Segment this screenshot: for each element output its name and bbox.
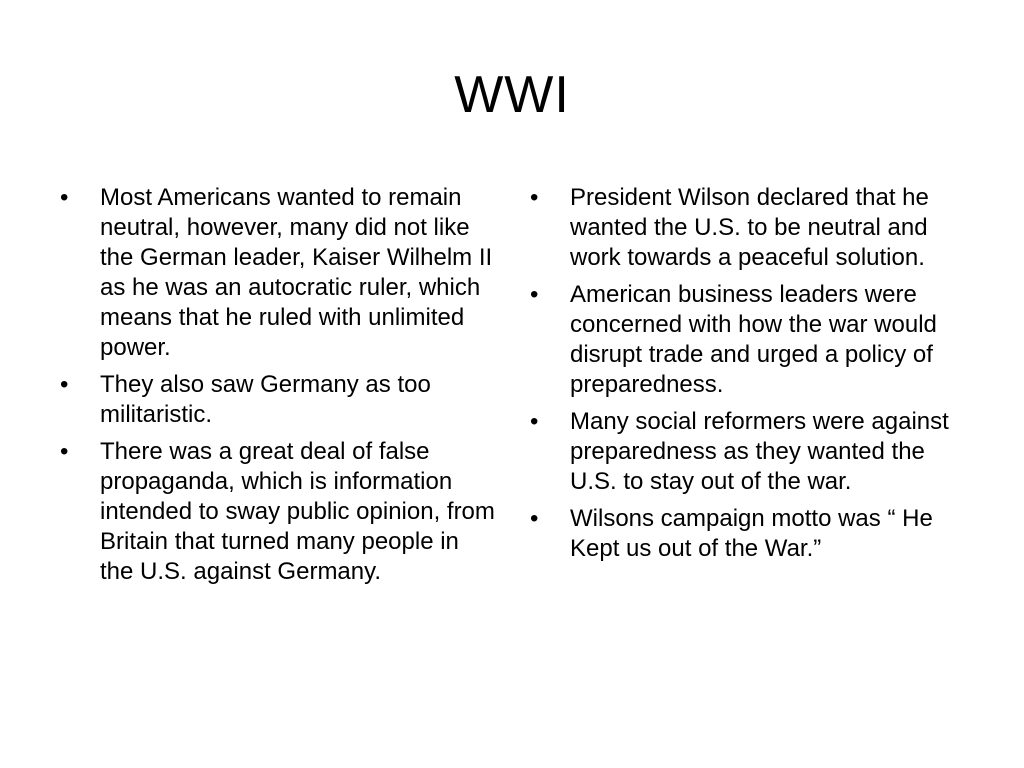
bullet-text: President Wilson declared that he wanted the U.S. to be neutral and work towards a peaceful solution. — [570, 184, 929, 271]
bullet-dot-icon: • — [60, 438, 69, 465]
slide-title: WWI — [454, 66, 570, 124]
bullet-text: There was a great deal of false propaganda, which is information intended to sway public opinion, from Britain that turned many people in the U.S. against Germany. — [100, 438, 495, 585]
bullet-text: Most Americans wanted to remain neutral, however, many did not like the German leader, Kaiser Wilhelm II as he was an autocratic ruler, which means that he ruled with unlimited power. — [100, 184, 493, 361]
bullet-text: Many social reformers were against preparedness as they wanted the U.S. to stay out of the war. — [570, 408, 949, 495]
bullet-item — [530, 407, 970, 497]
bullet-dot-icon: • — [530, 505, 539, 532]
bullet-item — [60, 437, 496, 587]
bullet-text: Wilsons campaign motto was “ He Kept us out of the War.” — [570, 505, 933, 562]
bullet-dot-icon: • — [60, 371, 69, 398]
bullet-text: They also saw Germany as too militaristic. — [100, 371, 431, 428]
bullet-dot-icon: • — [530, 408, 539, 435]
bullet-text: American business leaders were concerned with how the war would disrupt trade and urged a policy of preparedness. — [570, 281, 937, 398]
bullet-item — [60, 370, 496, 430]
bullet-dot-icon: • — [60, 184, 69, 211]
bullet-dot-icon: • — [530, 184, 539, 211]
left-column-bullet-list — [60, 183, 496, 594]
bullet-item — [530, 504, 970, 564]
bullet-item — [60, 183, 496, 363]
right-column-bullet-list — [530, 183, 970, 571]
bullet-item — [530, 280, 970, 400]
bullet-dot-icon: • — [530, 281, 539, 308]
bullet-item — [530, 183, 970, 273]
